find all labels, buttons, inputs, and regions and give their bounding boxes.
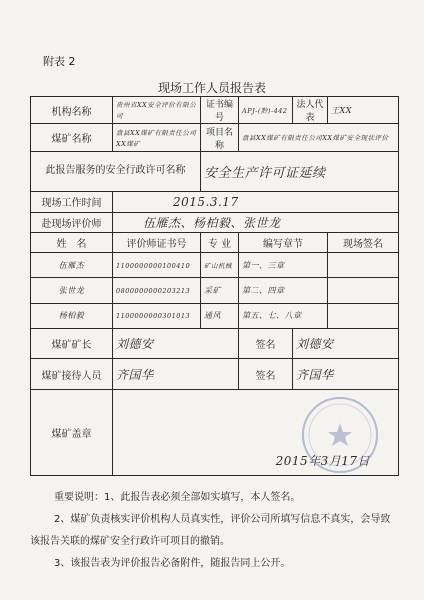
- label-signature-2: 签名: [239, 359, 293, 389]
- staff-specialty-cell: 采矿: [201, 278, 239, 303]
- value-mine-manager: 刘德安: [113, 329, 239, 359]
- value-mine-name: 盘县XX煤矿有限责任公司XX煤矿: [113, 124, 201, 151]
- row-mine-manager: [31, 329, 399, 359]
- table-row: [31, 303, 399, 328]
- staff-signature-cell: [328, 278, 399, 303]
- label-cert-no: 证书编号: [201, 97, 239, 124]
- value-manager-signature: 刘德安: [293, 329, 399, 359]
- value-seal-date: 2015年3月17日: [113, 389, 399, 475]
- header-evaluator-cert: 评价师证书号: [113, 232, 201, 252]
- staff-cert-cell: 1100000000301013: [113, 303, 201, 328]
- value-agency-name: 贵州省XX安全评价有限公司: [113, 97, 201, 124]
- header-chapters: 编写章节: [239, 232, 328, 252]
- label-project-name: 项目名称: [201, 124, 239, 151]
- value-project-name: 盘县XX煤矿有限责任公司XX煤矿安全现状评价: [239, 124, 399, 151]
- staff-name-cell: 张世龙: [31, 278, 113, 303]
- label-onsite-time: 现场工作时间: [31, 192, 113, 212]
- note-1: 重要说明：1、此报告表必须全部如实填写，本人签名。: [54, 492, 301, 503]
- row-agency: [31, 97, 399, 124]
- row-mine: [31, 124, 399, 151]
- label-mine-receiver: 煤矿接待人员: [31, 359, 113, 389]
- row-onsite-evaluators: [31, 212, 399, 232]
- staff-specialty-cell: 通风: [201, 303, 239, 328]
- value-onsite-time: 2015.3.17: [113, 192, 399, 212]
- value-onsite-evaluators: 伍雁杰、杨柏毅、张世龙: [113, 212, 399, 232]
- staff-cert-cell: 0800000000203213: [113, 278, 201, 303]
- value-receiver-signature: 齐国华: [293, 359, 399, 389]
- table-row: [31, 253, 399, 278]
- staff-signature-cell: [328, 253, 399, 278]
- label-signature-1: 签名: [239, 329, 293, 359]
- annex-label: 附表 2: [43, 55, 76, 68]
- row-staff-header: [31, 232, 399, 252]
- value-permit-item: 安全生产许可证延续: [201, 151, 399, 192]
- staff-name-cell: 伍雁杰: [31, 253, 113, 278]
- label-mine-seal: 煤矿盖章: [31, 389, 113, 475]
- company-seal-stamp: [300, 395, 380, 475]
- value-cert-no: APJ-(黔)-442: [239, 97, 293, 124]
- row-mine-receiver: [31, 359, 399, 389]
- header-onsite-sign: 现场签名: [328, 232, 399, 252]
- staff-chapters-cell: 第一、三章: [239, 253, 328, 278]
- header-staff-name: 姓 名: [31, 232, 113, 252]
- value-legal-rep: 王XX: [328, 97, 399, 124]
- staff-chapters-cell: 第二、四章: [239, 278, 328, 303]
- label-permit-item: 此报告服务的安全行政许可名称: [31, 151, 201, 192]
- note-2: 2、煤矿负责核实评价机构人员真实性，评价公司所填写信息不真实，会导致该报告关联的煤矿安全行政许可项目的撤销。: [30, 514, 391, 547]
- value-mine-receiver: 齐国华: [113, 359, 239, 389]
- staff-chapters-cell: 第五、七、八章: [239, 303, 328, 328]
- staff-name-cell: 杨柏毅: [31, 303, 113, 328]
- note-3: 3、该报告表为评价报告必备附件，随报告同上公开。: [54, 558, 291, 569]
- label-mine-name: 煤矿名称: [31, 124, 113, 151]
- staff-signature-cell: [328, 303, 399, 328]
- label-agency-name: 机构名称: [31, 97, 113, 124]
- table-row: [31, 278, 399, 303]
- staff-specialty-cell: 矿山机械: [201, 253, 239, 278]
- row-onsite-time: [31, 192, 399, 212]
- row-permit: [31, 151, 399, 192]
- label-mine-manager: 煤矿矿长: [31, 329, 113, 359]
- form-title: 现场工作人员报告表: [157, 81, 266, 95]
- label-legal-rep: 法人代表: [293, 97, 328, 124]
- important-notes: [30, 487, 400, 575]
- header-specialty: 专 业: [201, 232, 239, 252]
- staff-cert-cell: 1100000000100410: [113, 253, 201, 278]
- label-onsite-evaluators: 赴现场评价师: [31, 212, 113, 232]
